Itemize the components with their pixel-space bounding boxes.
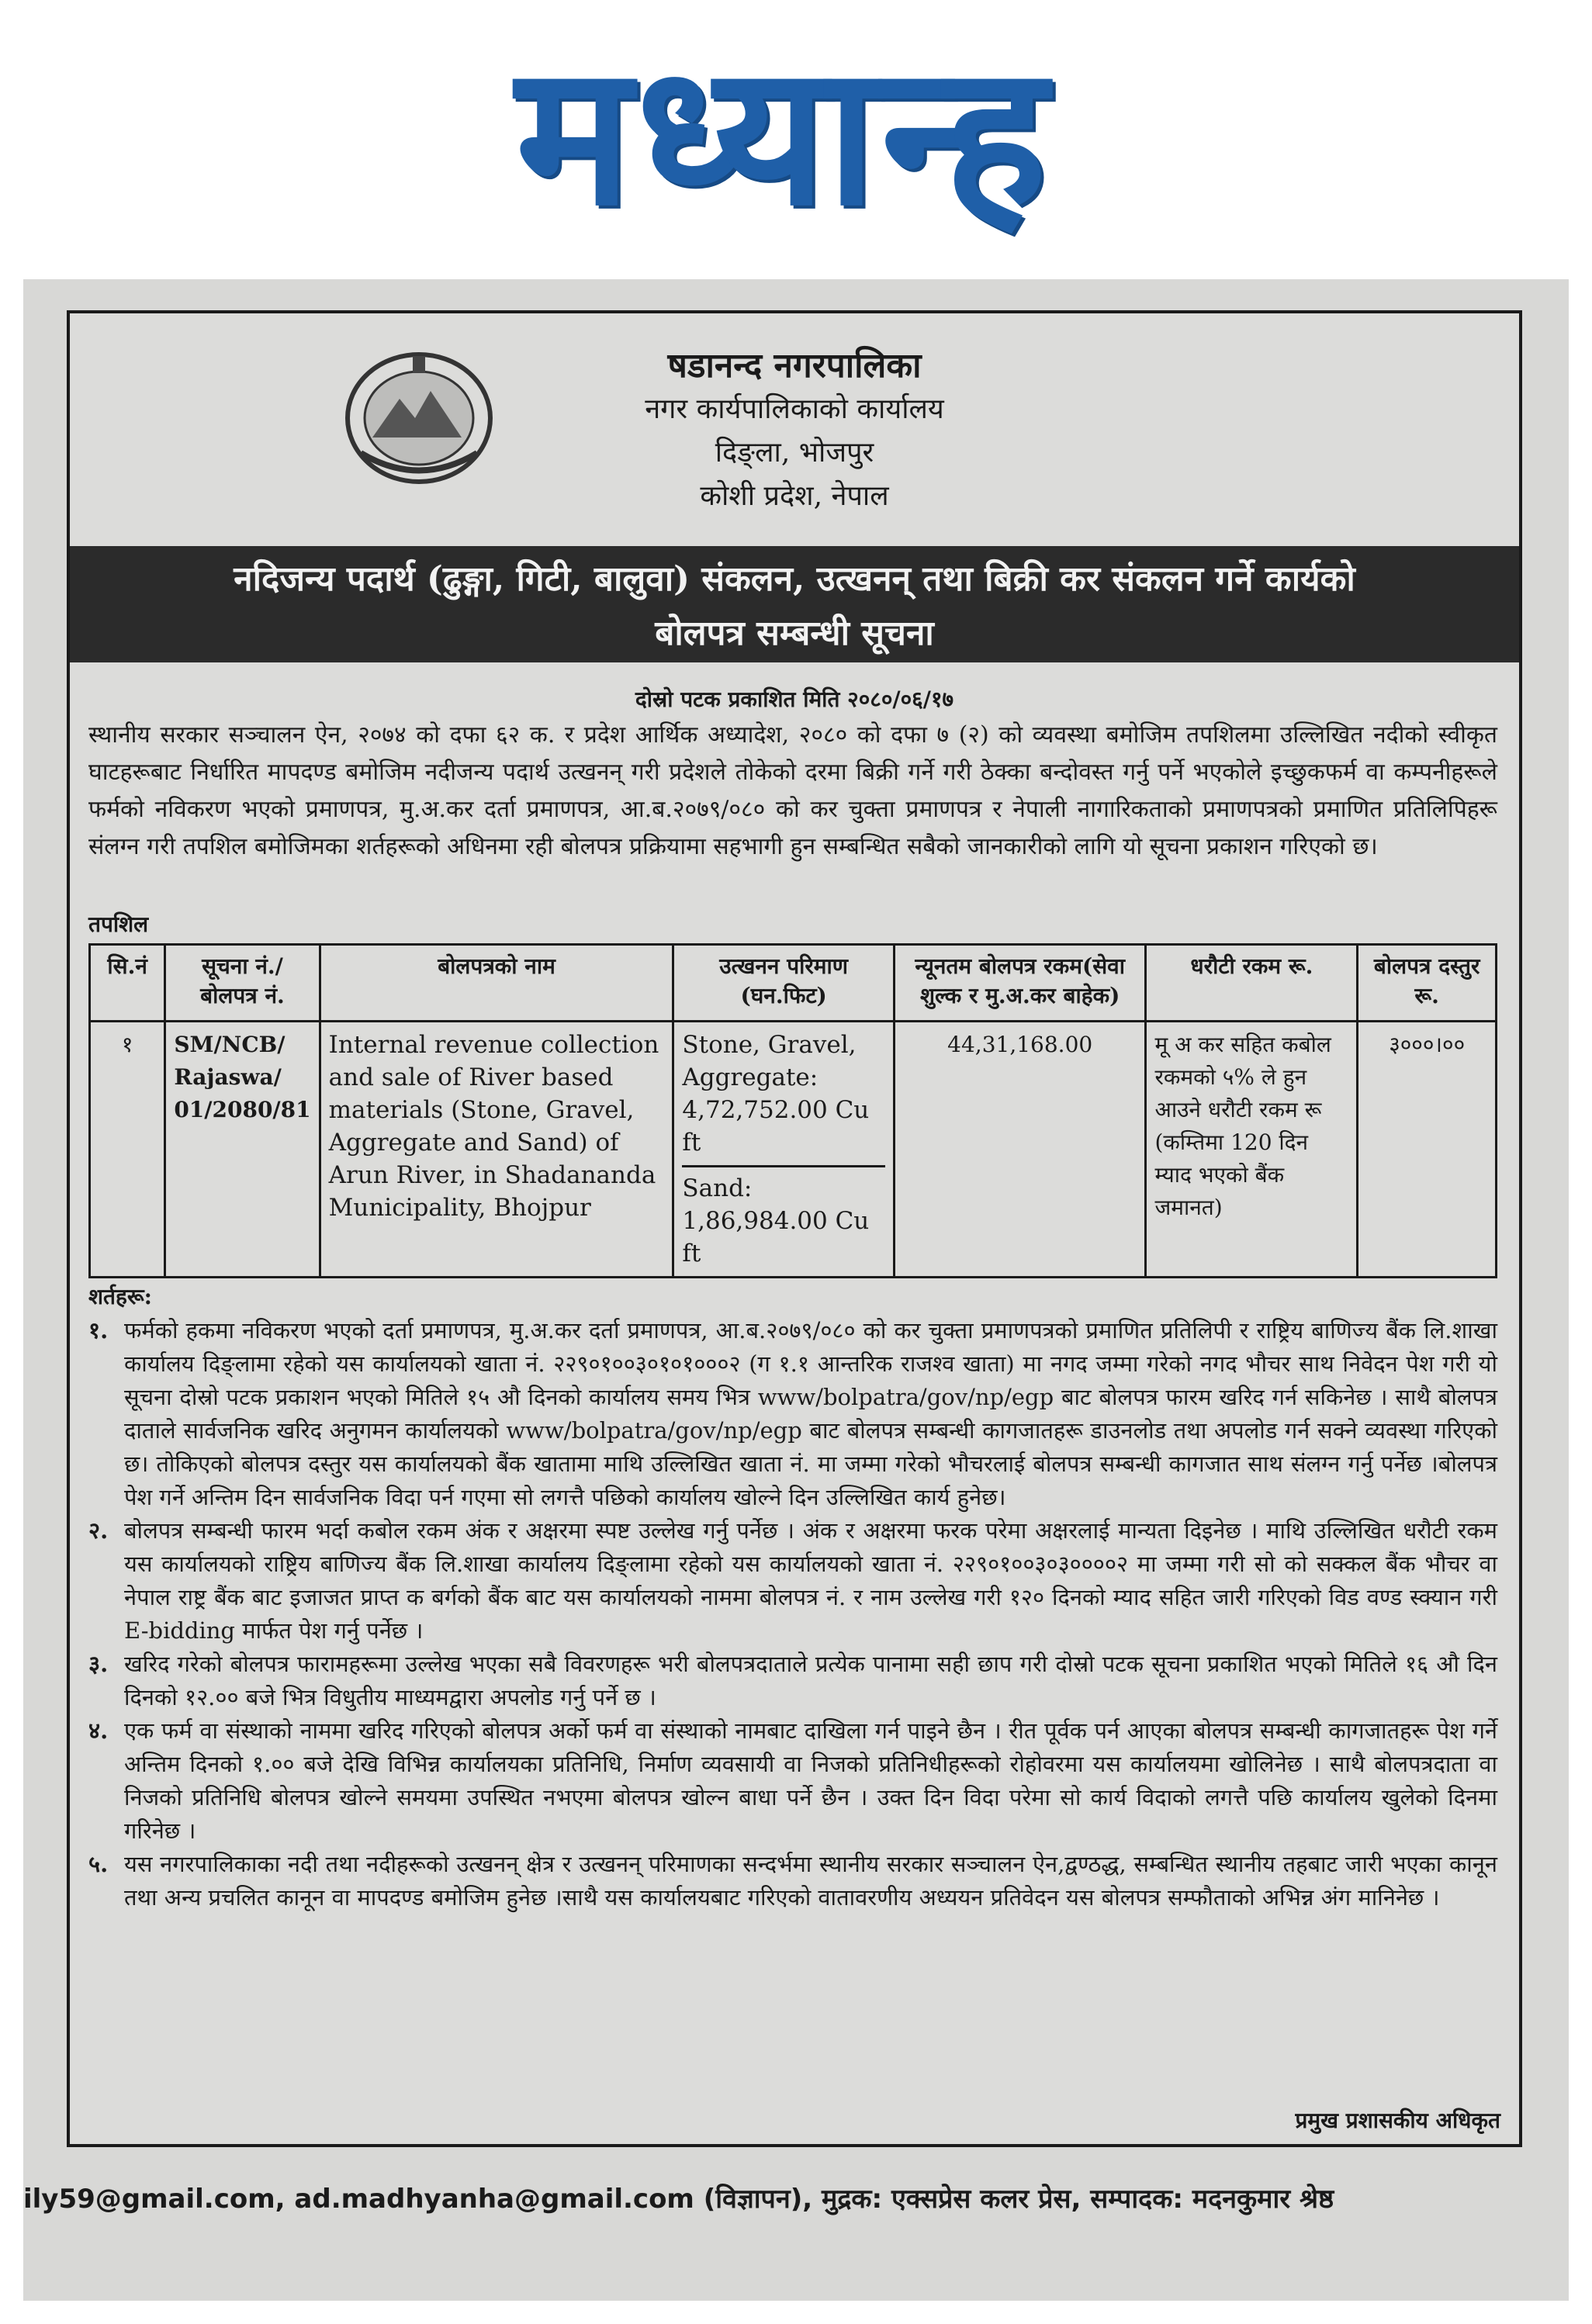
office-location: दिङ्ला, भोजपुर — [715, 437, 874, 469]
term-number: २. — [88, 1517, 109, 1544]
banner-line-2: बोलपत्र सम्बन्धी सूचना — [655, 614, 934, 653]
term-item — [88, 1648, 1497, 1714]
header-deposit: धरौटी रकम रू. — [1146, 945, 1358, 1022]
term-item — [88, 1514, 1497, 1648]
term-item — [88, 1314, 1497, 1514]
header-bid-name: बोलपत्रको नाम — [320, 945, 673, 1022]
office-province: कोशी प्रदेश, नेपाल — [700, 480, 889, 512]
term-text: फर्मको हकमा नविकरण भएको दर्ता प्रमाणपत्र, मु.अ.कर दर्ता प्रमाणपत्र, आ.ब.२०७९/०८० को कर चुक्ता प्रमाणपत्रको प्रमाणित प्रतिलिपी र राष्ट्रिय बाणिज्य बैंक लि.शाखा कार्यालय दिङ्लामा रहेको यस कार्यालयको खाता नं. २२९०१००३०१०१०००२ (ग १.१ आन्तरिक राजश्व खाता) मा नगद जम्मा गरेको नगद भौचर साथ निवेदन पेश गरी यो सूचना दोस्रो पटक प्रकाशन भएको मितिले १५ औ दिनको कार्यालय समय भित्र www/bolpatra/gov/np/egp बाट बोलपत्र फारम खरिद गर्न सकिनेछ । साथै बोलपत्र दाताले सार्वजनिक खरिद अनुगमन कार्यालयको www/bolpatra/gov/np/egp बाट बोलपत्र सम्बन्धी कागजातहरू डाउनलोड तथा अपलोड गर्न सक्ने व्यवस्था गरिएको छ। तोकिएको बोलपत्र दस्तुर यस कार्यालयको बैंक खातामा माथि उल्लिखित खाता नं. मा जम्मा गरेको भौचरलाई बोलपत्र सम्बन्धी कागजात साथ संलग्न गर्नु पर्नेछ ।बोलपत्र पेश गर्ने अन्तिम दिन सार्वजनिक विदा पर्न गएमा सो लगत्तै पछिको कार्यालय खोल्ने दिन उल्लिखित कार्य हुनेछ। — [124, 1317, 1497, 1510]
quantity-sand: Sand: 1,86,984.00 Cu ft — [682, 1165, 885, 1270]
term-item — [88, 1848, 1497, 1914]
header-notice-no: सूचना नं./ बोलपत्र नं. — [165, 945, 320, 1022]
notice-header — [70, 313, 1519, 523]
bid-table — [88, 943, 1497, 1278]
term-number: ३. — [88, 1651, 109, 1677]
footer-line: ily59@gmail.com, ad.madhyanha@gmail.com (विज्ञापन), मुद्रक: एक्सप्रेस कलर प्रेस, सम्पादक: मदनकुमार श्रेष्ठ — [23, 2184, 1334, 2215]
header-min-amount: न्यूनतम बोलपत्र रकम(सेवा शुल्क र मु.अ.कर बाहेक) — [894, 945, 1146, 1022]
intro-paragraph: स्थानीय सरकार सञ्चालन ऐन, २०७४ को दफा ६२ क. र प्रदेश आर्थिक अध्यादेश, २०८० को दफा ७ (२) को व्यवस्था बमोजिम तपशिलमा उल्लिखित नदीको स्वीकृत घाटहरूबाट निर्धारित मापदण्ड बमोजिम नदीजन्य पदार्थ उत्खनन् गरी प्रदेशले तोकेको दरमा बिक्री गर्ने गरी ठेक्का बन्दोवस्त गर्नु पर्ने भएकोले इच्छुकफर्म वा कम्पनीहरूले फर्मको नविकरण भएको प्रमाणपत्र, मु.अ.कर दर्ता प्रमाणपत्र, आ.ब.२०७९/०८० को कर चुक्ता प्रमाणपत्र र नेपाली नागारिकताको प्रमाणपत्रको प्रमाणित प्रतिलिपिहरू संलग्न गरी तपशिल बमोजिमका शर्तहरूको अधिनमा रही बोलपत्र प्रक्रियामा सहभागी हुन सम्बन्धित सबैको जानकारीको लागि यो सूचना प्रकाशन गरिएको छ। — [88, 721, 1497, 860]
terms-heading: शर्तहरू: — [88, 1284, 152, 1309]
masthead-title: मध्यान्ह — [515, 22, 1052, 248]
cell-min-amount: 44,31,168.00 — [894, 1022, 1146, 1278]
terms-list — [88, 1314, 1497, 1914]
term-number: ५. — [88, 1851, 109, 1877]
signature-title: प्रमुख प्रशासकीय अधिकृत — [1295, 2108, 1500, 2133]
cell-sn: १ — [90, 1022, 165, 1278]
term-number: ४. — [88, 1717, 109, 1744]
table-row — [90, 1022, 1497, 1278]
term-number: १. — [88, 1317, 109, 1344]
newspaper-clipping — [23, 279, 1569, 2301]
publication-date: दोस्रो पटक प्रकाशित मिति २०८०/०६/१७ — [635, 686, 954, 712]
notice-box — [67, 310, 1522, 2147]
cell-quantity — [673, 1022, 895, 1278]
org-name: षडानन्द नगरपालिका — [667, 346, 922, 386]
term-text: यस नगरपालिकाका नदी तथा नदीहरूको उत्खनन् क्षेत्र र उत्खनन् परिमाणका सन्दर्भमा स्थानीय सरकार सञ्चालन ऐन,द्वण्ठद्ध, सम्बन्धित स्थानीय तहबाट जारी भएका कानून तथा अन्य प्रचलित कानून वा मापदण्ड बमोजिम हुनेछ ।साथै यस कार्यालयबाट गरिएको वातावरणीय अध्ययन प्रतिवेदन यस बोलपत्र सम्फौताको अभिन्न अंग मानिनेछ । — [124, 1851, 1497, 1911]
table-header-row — [90, 945, 1497, 1022]
term-text: बोलपत्र सम्बन्धी फारम भर्दा कबोल रकम अंक र अक्षरमा स्पष्ट उल्लेख गर्नु पर्नेछ । अंक र अक्षरमा फरक परेमा अक्षरलाई मान्यता दिइनेछ । माथि उल्लिखित धरौटी रकम यस कार्यालयको राष्ट्रिय बाणिज्य बैंक लि.शाखा कार्यालय दिङ्लामा रहेको यस कार्यालयको खाता नं. २२९०१००३०३००००२ मा जम्मा गरी सो को सक्कल बैंक भौचर वा नेपाल राष्ट्र बैंक बाट इजाजत प्राप्त क बर्गको बैंक बाट यस कार्यालयको नाममा बोलपत्र नं. र नाम उल्लेख गरी १२० दिनको म्याद सहित जारी गरिएको विड वण्ड स्क्यान गरी E-bidding मार्फत पेश गर्नु पर्नेछ । — [124, 1517, 1497, 1644]
cell-notice-no: SM/NCB/ Rajaswa/ 01/2080/81 — [165, 1022, 320, 1278]
header-fee: बोलपत्र दस्तुर रू. — [1358, 945, 1497, 1022]
term-text: एक फर्म वा संस्थाको नाममा खरिद गरिएको बोलपत्र अर्को फर्म वा संस्थाको नामबाट दाखिला गर्न पाइने छैन । रीत पूर्वक पर्न आएका बोलपत्र सम्बन्धी कागजातहरू पेश गर्ने अन्तिम दिनको १.०० बजे देखि विभिन्न कार्यालयका प्रतिनिधि, निर्माण व्यवसायी वा निजको प्रतिनिधीहरूको रोहोवरमा यस कार्यालयमा खोलिनेछ । साथै बोलपत्रदाता वा निजको प्रतिनिधि बोलपत्र खोल्ने समयमा उपस्थित नभएमा बोलपत्र खोल्न बाधा पर्ने छैन । उक्त दिन विदा परेमा सो कार्य विदाको लगत्तै पछि कार्यालय खुलेको दिनमा गरिनेछ । — [124, 1717, 1497, 1844]
office-name: नगर कार्यपालिकाको कार्यालय — [645, 393, 944, 425]
notice-banner — [70, 546, 1519, 662]
details-label: तपशिल — [88, 911, 149, 937]
cell-bid-name: Internal revenue collection and sale of River based materials (Stone, Gravel, Aggregate and Sand) of Arun River, in Shadananda Municipality, Bhojpur — [320, 1022, 673, 1278]
masthead — [109, 23, 1459, 248]
cell-deposit: मू अ कर सहित कबोल रकमको ५% ले हुन आउने धरौटी रकम रू (कम्तिमा 120 दिन म्याद भएको बैंक जमानत) — [1146, 1022, 1358, 1278]
cell-fee: ३०००।०० — [1358, 1022, 1497, 1278]
banner-line-1: नदिजन्य पदार्थ (ढुङ्गा, गिटी, बालुवा) संकलन, उत्खनन् तथा बिक्री कर संकलन गर्ने कार्यको — [234, 559, 1355, 599]
term-text: खरिद गरेको बोलपत्र फारामहरूमा उल्लेख भएका सबै विवरणहरू भरी बोलपत्रदाताले प्रत्येक पानामा सही छाप गरी दोस्रो पटक सूचना प्रकाशित भएको मितिले १६ औ दिन दिनको १२.०० बजे भित्र विधुतीय माध्यमद्वारा अपलोड गर्नु पर्ने छ । — [124, 1651, 1497, 1710]
header-quantity: उत्खनन परिमाण (घन.फिट) — [673, 945, 895, 1022]
term-item — [88, 1714, 1497, 1848]
header-sn: सि.नं — [90, 945, 165, 1022]
quantity-stone: Stone, Gravel, Aggregate: 4,72,752.00 Cu ft — [682, 1031, 870, 1157]
